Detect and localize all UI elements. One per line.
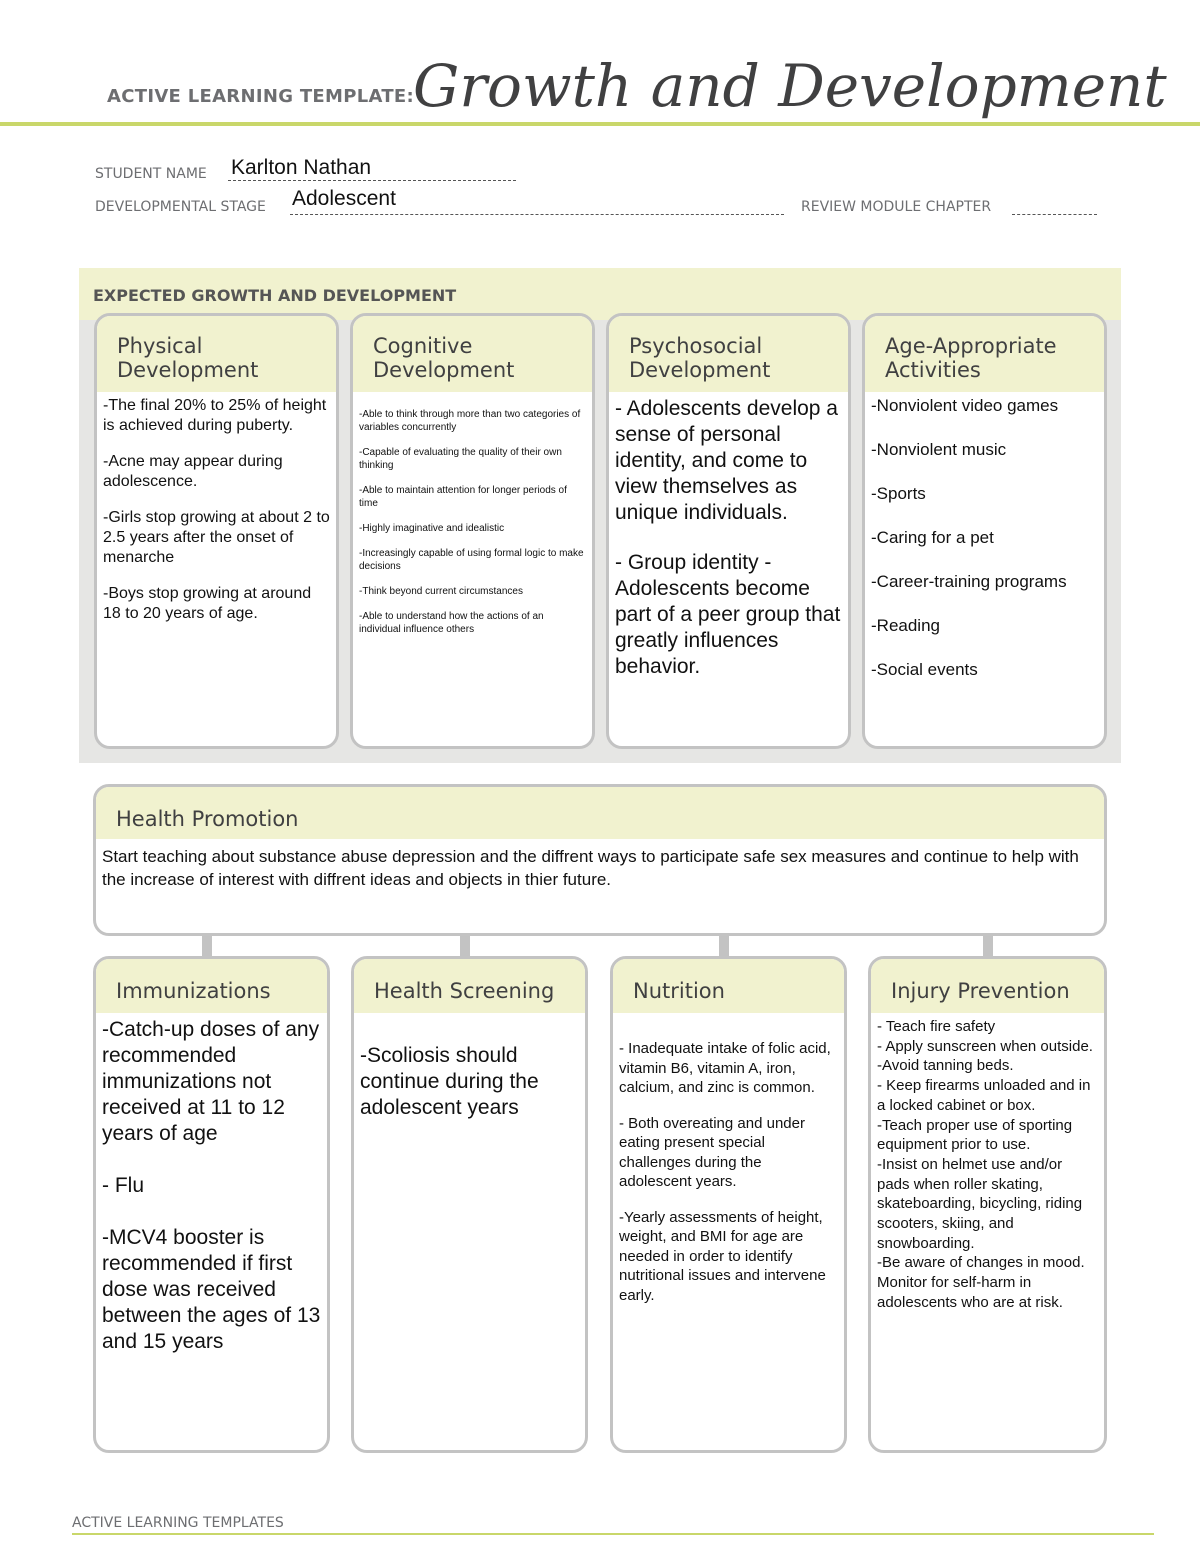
developmental-stage-label: DEVELOPMENTAL STAGE: [95, 199, 266, 215]
card-title-line2: Development: [117, 358, 259, 382]
list-item: -Sports: [871, 484, 926, 503]
psychosocial-development-card: [606, 313, 851, 749]
list-item: - Group identity - Adolescents become part of a peer group that greatly influences behavior.: [615, 551, 841, 678]
health-promotion-card: [93, 784, 1107, 936]
header-divider: [0, 122, 1200, 126]
card-title-line2: Activities: [885, 358, 981, 382]
list-item: -Capable of evaluating the quality of their own thinking: [359, 447, 562, 471]
card-body: [353, 392, 592, 652]
footer-text: ACTIVE LEARNING TEMPLATES: [72, 1515, 284, 1531]
health-promotion-header: [96, 787, 1104, 839]
health-promotion-title: Health Promotion: [116, 807, 299, 831]
card-header: [609, 316, 848, 392]
card-header: [97, 316, 336, 392]
expected-growth-title: EXPECTED GROWTH AND DEVELOPMENT: [93, 286, 457, 305]
list-item: -Think beyond current circumstances: [359, 586, 523, 597]
review-module-field[interactable]: [1012, 214, 1097, 215]
card-header: [96, 959, 327, 1013]
list-item: -Able to understand how the actions of an individual influence others: [359, 611, 544, 635]
list-item: - Adolescents develop a sense of personal identity, and come to view themselves as unique individuals.: [615, 397, 838, 524]
list-item: -Increasingly capable of using formal logic to make decisions: [359, 548, 584, 572]
card-body: [865, 392, 1104, 708]
card-body: [613, 1013, 844, 1325]
card-title-line2: Development: [373, 358, 515, 382]
card-title: Nutrition: [633, 979, 725, 1003]
list-item: -Social events: [871, 660, 978, 679]
card-body: [96, 1013, 327, 1375]
page-title: Growth and Development: [413, 52, 1167, 120]
card-title-line1: Age-Appropriate: [885, 334, 1057, 358]
list-item: -Insist on helmet use and/or pads when roller skating, skateboarding, bicycling, riding scooters, skiing, and snowboarding.: [877, 1155, 1083, 1252]
list-item: -Scoliosis should continue during the adolescent years: [360, 1044, 539, 1119]
list-item: - Keep firearms unloaded and in a locked cabinet or box.: [877, 1077, 1091, 1114]
card-header: [354, 959, 585, 1013]
card-header: [353, 316, 592, 392]
list-item: -Catch-up doses of any recommended immunizations not received at 11 to 12 years of age: [102, 1018, 320, 1145]
list-item: -Nonviolent video games: [871, 396, 1059, 415]
list-item: - Teach fire safety: [877, 1018, 996, 1035]
template-label: ACTIVE LEARNING TEMPLATE:: [107, 86, 414, 107]
card-body: [354, 1013, 585, 1141]
card-title-line1: Psychosocial: [629, 334, 763, 358]
connector: [719, 934, 729, 956]
list-item: -Be aware of changes in mood. Monitor for self-harm in adolescents who are at risk.: [877, 1254, 1085, 1311]
list-item: - Apply sunscreen when outside.: [877, 1037, 1093, 1055]
student-name-label: STUDENT NAME: [95, 166, 207, 182]
list-item: - Flu: [102, 1174, 144, 1197]
card-title: Injury Prevention: [891, 979, 1070, 1003]
nutrition-card: [610, 956, 847, 1453]
health-screening-card: [351, 956, 588, 1453]
card-header: [613, 959, 844, 1013]
list-item: -Nonviolent music: [871, 440, 1007, 459]
physical-development-card: [94, 313, 339, 749]
developmental-stage-underline: [290, 214, 784, 215]
list-item: -Avoid tanning beds.: [877, 1057, 1014, 1075]
card-body: [871, 1013, 1104, 1317]
injury-prevention-card: [868, 956, 1107, 1453]
card-title-line1: Cognitive: [373, 334, 473, 358]
card-title: Immunizations: [116, 979, 271, 1003]
connector: [460, 934, 470, 956]
connector: [983, 934, 993, 956]
card-title-line2: Development: [629, 358, 771, 382]
list-item: - Inadequate intake of folic acid, vitamin B6, vitamin A, iron, calcium, and zinc is common.: [619, 1040, 831, 1096]
connector: [202, 934, 212, 956]
health-promotion-text: Start teaching about substance abuse depression and the diffrent ways to participate safe sex measures and continue to help with the increase of interest with diffrent ideas and objects in thier future.: [102, 847, 1079, 889]
list-item: -MCV4 booster is recommended if first dose was received between the ages of 13 and 15 years: [102, 1226, 321, 1353]
card-header: [871, 959, 1104, 1013]
student-name-field[interactable]: Karlton Nathan: [231, 156, 372, 179]
list-item: - Both overeating and under eating present special challenges during the adolescent years.: [619, 1114, 805, 1190]
list-item: -Girls stop growing at about 2 to 2.5 years after the onset of menarche: [103, 509, 330, 566]
card-title: Health Screening: [374, 979, 555, 1003]
card-header: [865, 316, 1104, 392]
cognitive-development-card: [350, 313, 595, 749]
list-item: -Teach proper use of sporting equipment prior to use.: [877, 1116, 1073, 1154]
list-item: -Caring for a pet: [871, 528, 994, 547]
list-item: -The final 20% to 25% of height is achieved during puberty.: [103, 397, 327, 434]
immunizations-card: [93, 956, 330, 1453]
list-item: -Highly imaginative and idealistic: [359, 523, 505, 534]
list-item: -Yearly assessments of height, weight, and BMI for age are needed in order to identify nutritional issues and intervene early.: [619, 1208, 826, 1304]
review-module-label: REVIEW MODULE CHAPTER: [801, 199, 992, 215]
student-name-underline: [228, 180, 516, 181]
age-appropriate-activities-card: [862, 313, 1107, 749]
card-title-line1: Physical: [117, 334, 203, 358]
list-item: -Career-training programs: [871, 572, 1067, 591]
list-item: -Able to maintain attention for longer periods of time: [359, 485, 567, 509]
list-item: -Able to think through more than two categories of variables concurrently: [359, 409, 581, 433]
list-item: -Reading: [871, 616, 940, 635]
list-item: -Boys stop growing at around 18 to 20 years of age.: [103, 585, 312, 622]
developmental-stage-field[interactable]: Adolescent: [292, 187, 396, 210]
card-body: [97, 392, 336, 644]
card-body: [609, 392, 848, 700]
list-item: -Acne may appear during adolescence.: [103, 453, 283, 490]
footer-divider: [72, 1533, 1154, 1535]
